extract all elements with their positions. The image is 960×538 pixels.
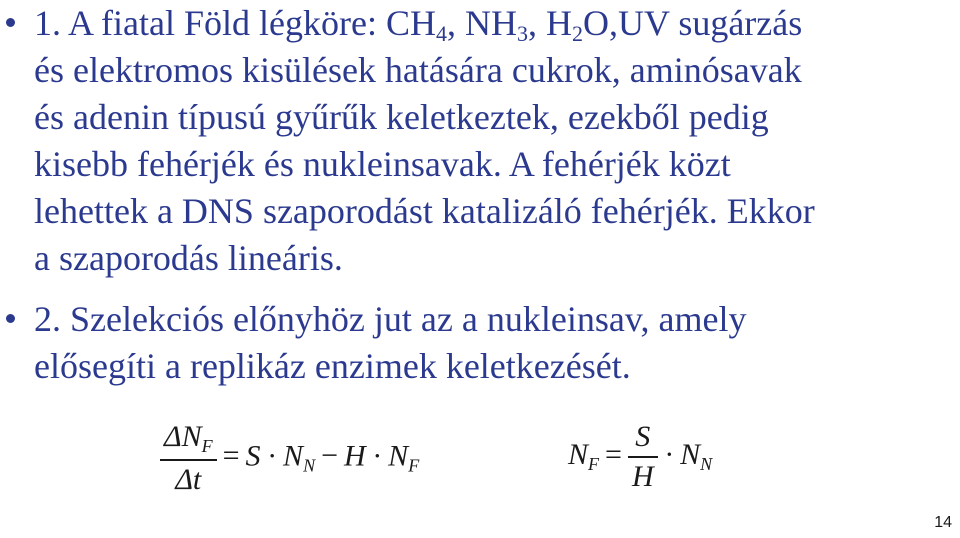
ratio-denominator: H xyxy=(631,460,654,493)
term-sn: S · N xyxy=(245,439,304,473)
term-hn: H · N xyxy=(344,439,409,473)
nn-rhs: · N xyxy=(665,437,701,471)
minus-sign: − xyxy=(321,439,338,473)
ratio-numerator: S xyxy=(628,420,658,458)
line1-text: 1. A fiatal Föld légköre: CH xyxy=(34,3,436,43)
page-number: 14 xyxy=(934,514,952,531)
line1-text-2: , NH xyxy=(446,3,517,43)
bullet-2-marker xyxy=(6,314,15,323)
rate-fraction xyxy=(160,420,217,497)
ch4-subscript: 4 xyxy=(435,21,447,46)
steady-state-equation: $N_F$ = $\frac{S}{H}$ · $N_N$ xyxy=(568,420,713,493)
rate-equation: $\frac{\Delta N_F}{\Delta t}$ = $S \cdot N_N - H \cdot N_F$ xyxy=(160,420,419,497)
equals-sign-2: = xyxy=(605,437,622,471)
equals-sign: = xyxy=(222,439,240,473)
bullet-1-marker xyxy=(6,18,15,27)
ratio-fraction xyxy=(628,420,658,494)
h2o-subscript: 2 xyxy=(571,21,583,46)
rate-denominator: Δt xyxy=(175,463,202,496)
rate-numerator: $\Delta N_F$ xyxy=(160,420,217,461)
nf-lhs: N xyxy=(568,437,589,471)
line1-text-3: , H xyxy=(527,3,572,43)
bullet-1-rest: és elektromos kisülések hatására cukrok, aminósavak és adenin típusú gyűrűk keletkeztek, ezekből pedig kisebb fehérjék és nukleinsavak. A fehérjék közt lehettek a DNS szaporodást katalizáló fehérjék. Ekkor a szaporodás lineáris. xyxy=(34,50,815,278)
nh3-subscript: 3 xyxy=(516,21,528,46)
line1-text-4: O,UV sugárzás xyxy=(582,3,803,43)
bullet-2-text: 2. Szelekciós előnyhöz jut az a nukleinsav, amely elősegíti a replikáz enzimek keletkezését. xyxy=(34,299,747,386)
bullet-1-text xyxy=(34,0,944,282)
